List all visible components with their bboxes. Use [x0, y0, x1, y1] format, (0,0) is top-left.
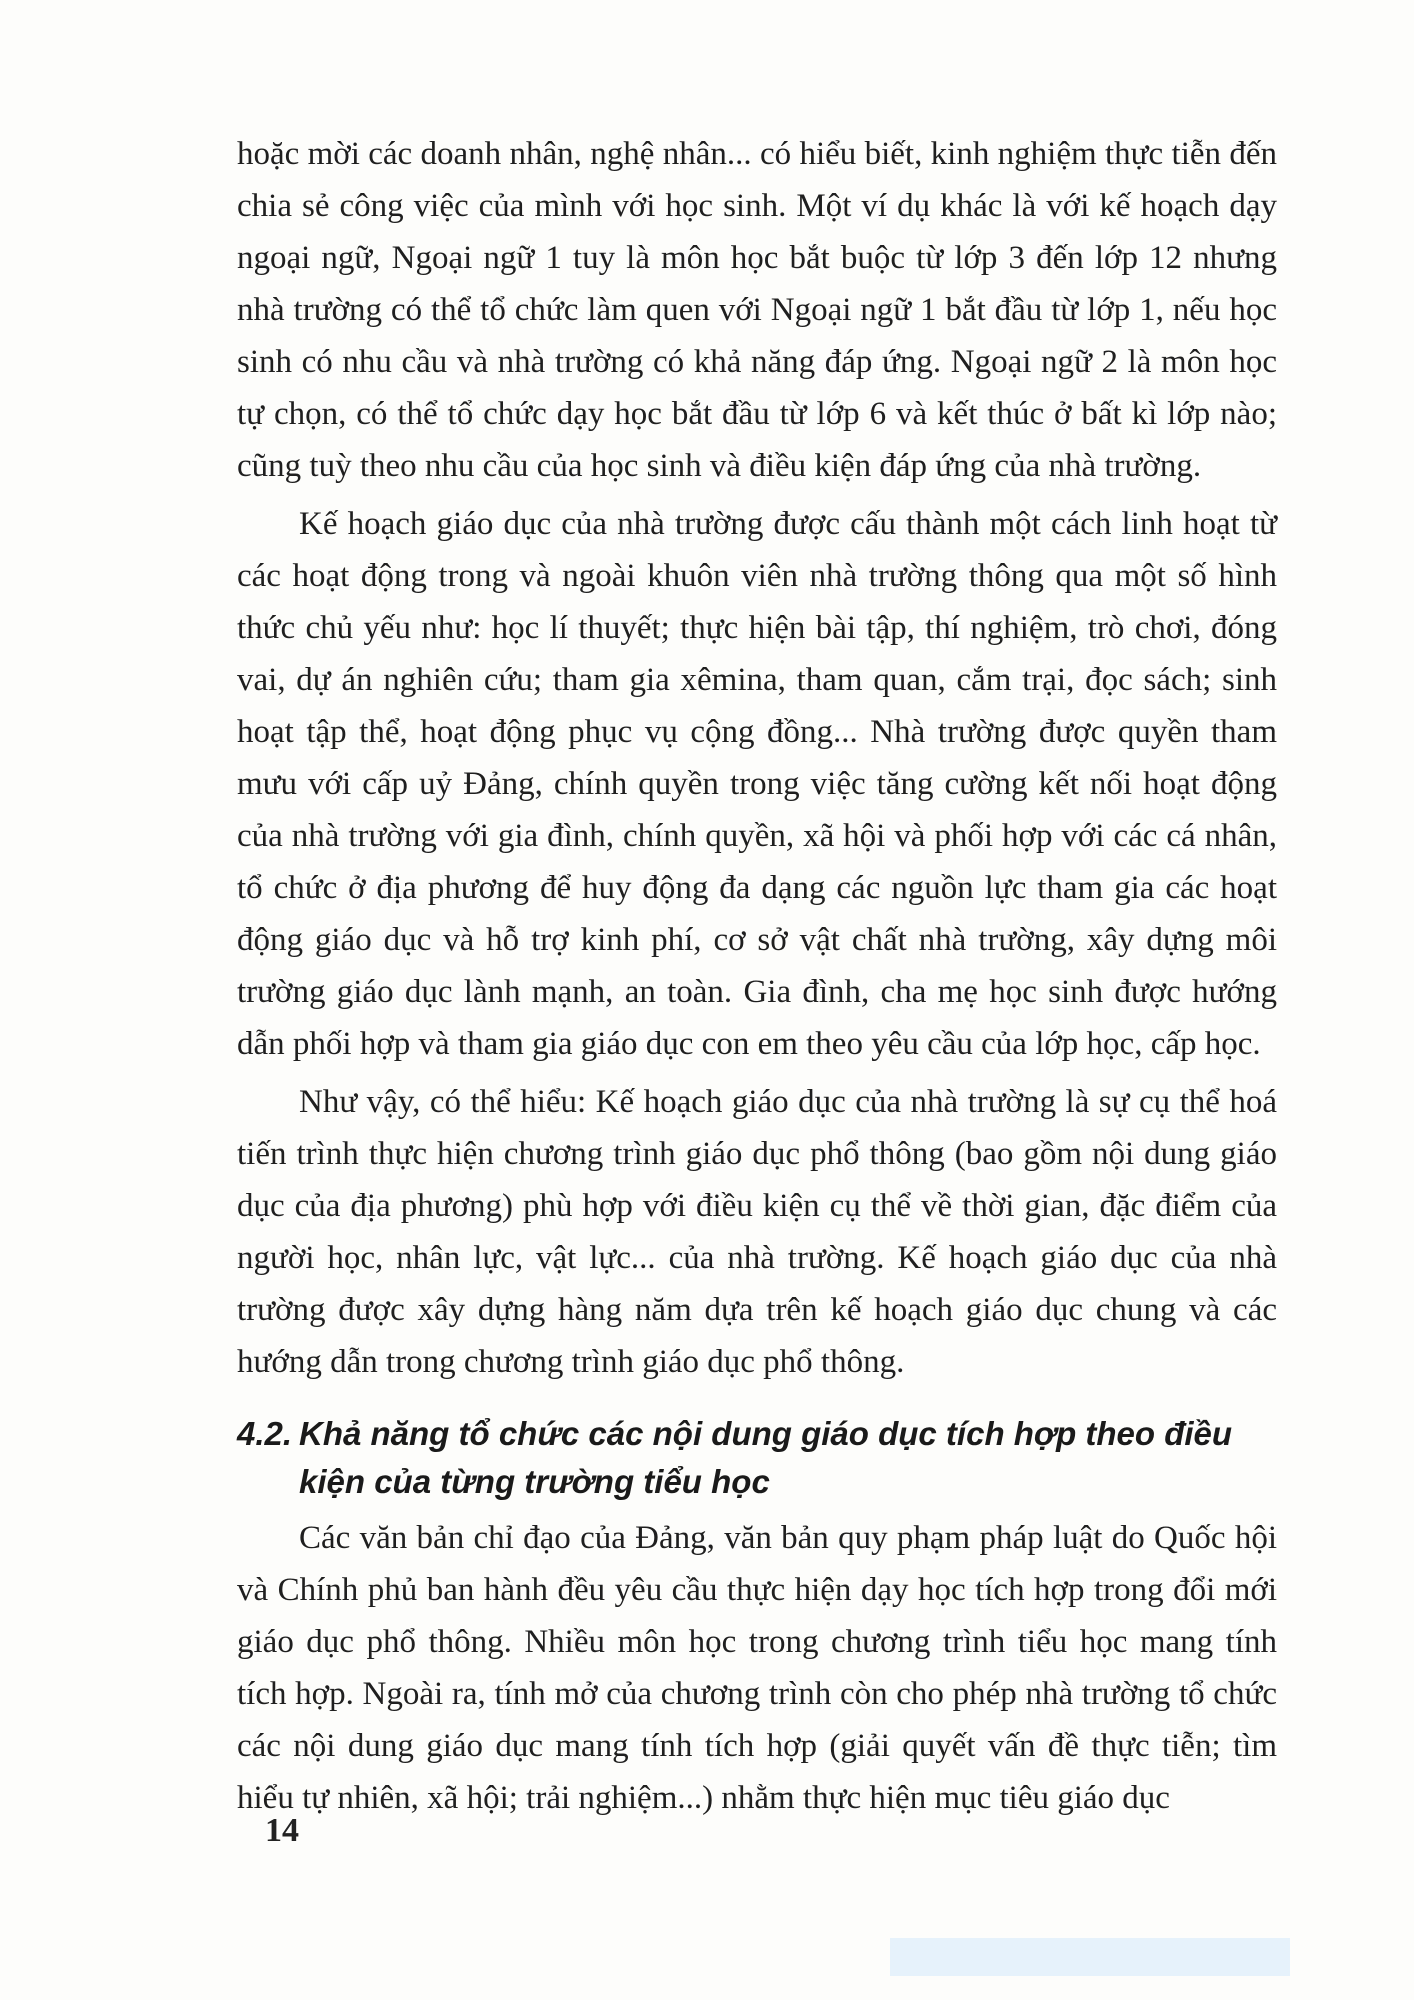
- section-heading-number: 4.2.: [237, 1415, 293, 1452]
- body-text: [237, 128, 1277, 1824]
- paragraph-2: Kế hoạch giáo dục của nhà trường được cấu thành một cách linh hoạt từ các hoạt động trong và ngoài khuôn viên nhà trường thông qua một số hình thức chủ yếu như: học lí thuyết; thực hiện bài tập, thí nghiệm, trò chơi, đóng vai, dự án nghiên cứu; tham gia xêmina, tham quan, cắm trại, đọc sách; sinh hoạt tập thể, hoạt động phục vụ cộng đồng... Nhà trường được quyền tham mưu với cấp uỷ Đảng, chính quyền trong việc tăng cường kết nối hoạt động của nhà trường với gia đình, chính quyền, xã hội và phối hợp với các cá nhân, tổ chức ở địa phương để huy động đa dạng các nguồn lực tham gia các hoạt động giáo dục và hỗ trợ kinh phí, cơ sở vật chất nhà trường, xây dựng môi trường giáo dục lành mạnh, an toàn. Gia đình, cha mẹ học sinh được hướng dẫn phối hợp và tham gia giáo dục con em theo yêu cầu của lớp học, cấp học.: [237, 506, 1277, 1062]
- section-heading-title: Khả năng tổ chức các nội dung giáo dục tích hợp theo điều kiện của từng trường tiểu học: [299, 1415, 1233, 1500]
- paragraph-3: Như vậy, có thể hiểu: Kế hoạch giáo dục của nhà trường là sự cụ thể hoá tiến trình thực hiện chương trình giáo dục phổ thông (bao gồm nội dung giáo dục của địa phương) phù hợp với điều kiện cụ thể về thời gian, đặc điểm của người học, nhân lực, vật lực... của nhà trường. Kế hoạch giáo dục của nhà trường được xây dựng hàng năm dựa trên kế hoạch giáo dục chung và các hướng dẫn trong chương trình giáo dục phổ thông.: [237, 1084, 1277, 1380]
- paragraph-4: Các văn bản chỉ đạo của Đảng, văn bản quy phạm pháp luật do Quốc hội và Chính phủ ban hành đều yêu cầu thực hiện dạy học tích hợp trong đổi mới giáo dục phổ thông. Nhiều môn học trong chương trình tiểu học mang tính tích hợp. Ngoài ra, tính mở của chương trình còn cho phép nhà trường tổ chức các nội dung giáo dục mang tính tích hợp (giải quyết vấn đề thực tiễn; tìm hiểu tự nhiên, xã hội; trải nghiệm...) nhằm thực hiện mục tiêu giáo dục: [237, 1520, 1277, 1816]
- page-number: 14: [265, 1812, 299, 1849]
- section-heading: [237, 1410, 1277, 1506]
- paragraph-1: hoặc mời các doanh nhân, nghệ nhân... có hiểu biết, kinh nghiệm thực tiễn đến chia sẻ công việc của mình với học sinh. Một ví dụ khác là với kế hoạch dạy ngoại ngữ, Ngoại ngữ 1 tuy là môn học bắt buộc từ lớp 3 đến lớp 12 nhưng nhà trường có thể tổ chức làm quen với Ngoại ngữ 1 bắt đầu từ lớp 1, nếu học sinh có nhu cầu và nhà trường có khả năng đáp ứng. Ngoại ngữ 2 là môn học tự chọn, có thể tổ chức dạy học bắt đầu từ lớp 6 và kết thúc ở bất kì lớp nào; cũng tuỳ theo nhu cầu của học sinh và điều kiện đáp ứng của nhà trường.: [237, 136, 1277, 484]
- footer-decoration: [890, 1938, 1290, 1976]
